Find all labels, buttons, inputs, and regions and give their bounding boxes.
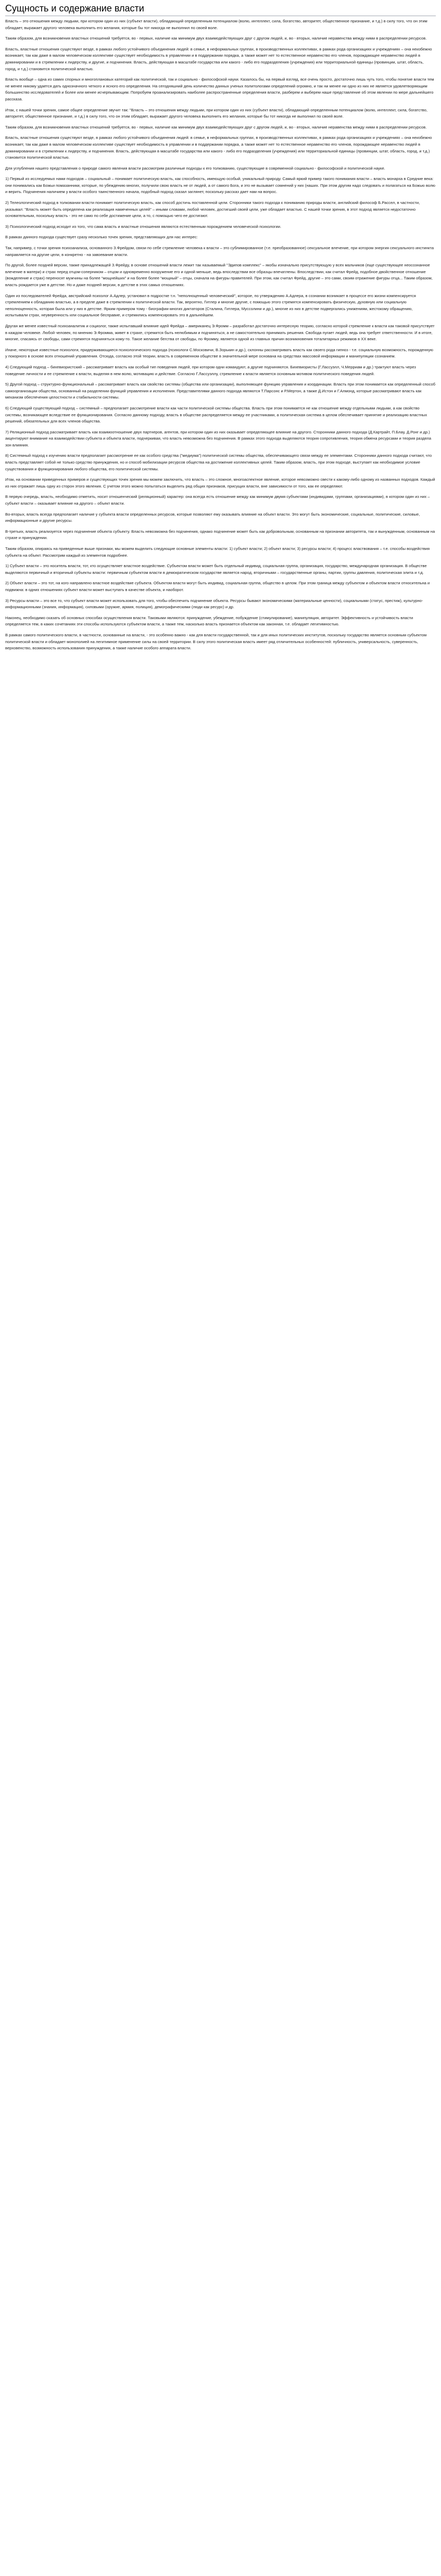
paragraph: Власть – это отношения между людьми, при котором один из них (субъект власти), обладающий определенным потенциалом (волю, интеллект, сила, богатство, авторитет, общественное признание, и т.д.) в силу того, что он этим обладает, выражает другого человека выполнить его желания, которые бы тот никогда не выполнил по своей воле. xyxy=(5,19,427,30)
paragraph: 5) Другой подход – структурно-функциональный – рассматривает власть как свойство системы (общества или организации), выполняющее функцию управления и координации. Власть при этом понимается как определенный способ самоорганизации общества, основанный на разделении функций управления и исполнения. Представителями данного подхода являются Т.Парсонс и Р.Мертон, а также Д.Истон и Г.Алмонд, которые рассматривают власть как механизм обеспечения целостности и стабильности системы. xyxy=(5,382,436,400)
paragraph: 8) Системный подход к изучению власти предполагает рассмотрение ее как особого средства ("медиума") политической системы общества, обеспечивающего связи между ее элементами. Сторонники данного подхода считают, что власть представляет собой не только средство принуждения, но и способ мобилизации ресурсов общества на достижение коллективных целей. Таким образом, власть, при этом подходе, выступает как необходимое условие существования и функционирования любого общества, его политической системы. xyxy=(5,453,432,471)
paragraph: Таким образом, для возникновения властных отношений требуется, во - первых, наличие как минимум двух взаимодействующих друг с другом людей, и, во - вторых, наличие неравенства между ними в распределении ресурсов. xyxy=(5,124,427,130)
paragraph: Таким образом, для возникновения властных отношений требуется, во - первых, наличие как минимум двух взаимодействующих друг с другом людей, и, во - вторых, наличие неравенства между ними в распределении ресурсов. xyxy=(5,36,427,41)
paragraph: Иначе, некоторые известные психологи, придерживающиеся психологического подхода (психологи С.Московичи, В.Зорькин и др.), склонны рассматривать власть как своего рода гипноз - т.е. социальную возможность, порожденную у покорного в основе всех отношений управления. Отсюда, согласно этой теории, власть в современном обществе в значительной мере основана на средствах массовой информации и манипуляции сознанием. xyxy=(5,347,433,359)
article xyxy=(0,0,441,652)
page-title: Сущность и содержание власти xyxy=(5,3,436,16)
paragraph: Во-вторых, власть всегда предполагает наличие у субъекта власти определенных ресурсов, которые позволяют ему оказывать влияние на объект власти. Это могут быть экономические, социальные, политические, силовые, информационные и другие ресурсы. xyxy=(5,511,420,523)
paragraph: 1) Первый из исследуемых нами подходов – социальный – понимает политическую власть, как способность, имеющую особый, уникальный природу. Самый яркий пример такого понимания власти – власть монарха в Средние века: они понимались как Божьи помазанники, которые, по убеждению многих, получили свою власть не от людей, а от самого Бога, и это не вызывает сомнений у них (наших. При этом другим надо следовать и полагаться на Божью волю и верить. Подчинения наличием у власти особого таинственного начала, подобный подход сказал заглянет, поскольку рассказ дает нам на вопрос. xyxy=(5,176,435,195)
paragraph: Власть, властные отношения существуют везде, в рамках любого устойчивого объединения людей: в семье, в неформальных группах, в производственных коллективах, в рамках рода организациях и учреждениях – она неизбежно возникает, так как даже в малом человеческом коллективе существует необходимость в управлении и в поддержании порядка, а также может нет то естественное неравенство его членов, порождающее неравенство людей в доминировании и в стремлении к лидерству, и другие, и подчинения. Власть, действующая в масштабе государства или какого - либо его подразделения (учреждения) или территориальной единицы (провинции, штат, область, город, и т.д.) становится политической властью. xyxy=(5,46,432,71)
paragraph: 3) Ресурсы власти – это все то, что субъект власти может использовать для того, чтобы обеспечить подчинение объекта. Ресурсы бывают экономическими (материальные ценности), социальными (статус, престиж), культурно-информационными (знания, информация), силовыми (оружие, армия, полиция), демографическими (люди как ресурс) и др. xyxy=(5,598,423,610)
paragraph: 7) Реляционный подход рассматривает власть как взаимоотношение двух партнеров, агентов, при котором один из них оказывает определяющее влияние на другого. Сторонники данного подхода (Д.Картрайт, П.Блау, Д.Ронг и др.) акцентируют внимание на взаимодействии субъекта и объекта власти, подчеркивая, что власть невозможна без подчинения. В рамках этого подхода выделяются теория сопротивления, теория обмена ресурсами и теория раздела зон влияния. xyxy=(5,429,432,447)
paragraph: 3) Психологический подход исходит из того, что сама власть и властные отношения являются естественным порождением человеческой психологии. xyxy=(5,224,282,229)
paragraph: 2) Телеологический подход в толковании власти понимает политическую власть, как способ достичь поставленной цели. Сторонники такого подхода к пониманию природы власти, английский философ Б.Рассел, в частности, указывал: "Власть может быть определена как реализация намеченных целей" – иными словами, любой человек, достигший своей цели, уже обладает властью. С нашей точки зрения, в этот подход является недостаточно основательным, поскольку власть - это не само по себе достижение цели, а то, с помощью чего ее достигают. xyxy=(5,200,420,219)
paragraph: Власть, властные отношения существуют везде, в рамках любого устойчивого объединения людей: в семье, в неформальных группах, в производственных коллективах, в рамках рода организациях и учреждениях – она неизбежно возникает, так как даже в малом человеческом коллективе существует необходимость в управлении и в поддержании порядка, а также может нет то естественное неравенство его членов, порождающее неравенство людей в доминировании и в стремлении к лидерству, и подчинения. Власть, действующая в масштабе государства или какого - либо его подразделения (учреждения) или территориальной единицы (провинции, штат, область, город, и т.д.) становится политической властью. xyxy=(5,135,432,160)
paragraph: 1) Субъект власти – это носитель власти, тот, кто осуществляет властное воздействие. Субъектом власти может быть отдельный индивид, социальная группа, организация, государство, международная организация. В обществе выделяются первичный и вторичный субъекты власти: первичным субъектом власти в демократическом государстве является народ, вторичными – государственные органы, партии, группы давления, политическая элита и т.д. xyxy=(5,563,427,575)
paragraph: 6) Следующий существующий подход – системный – предполагает рассмотрение власти как части политической системы общества. Власть при этом понимается не как отношение между отдельными людьми, а как свойство системы, возникающее вследствие ее функционирования. Согласно данному подходу, власть в обществе распределяется между ее участниками, а политическая система в целом обеспечивает принятие и реализацию властных решений, обязательных для всех членов общества. xyxy=(5,405,427,424)
paragraph: 2) Объект власти – это тот, на кого направлено властное воздействие субъекта. Объектом власти могут быть индивид, социальная группа, общество в целом. При этом граница между субъектом и объектом власти относительна и подвижна: в одних отношениях субъект власти может выступать в качестве объекта, и наоборот. xyxy=(5,581,430,592)
paragraph: Итак, с нашей точки зрения, самое общее определение звучит так: "Власть – это отношения между людьми, при котором один из них (субъект власти), обладающий определенным потенциалом (волю, интеллект, сила, богатство, авторитет, общественное признание, и т.д.) в силу того, что он этим обладает, выражает другого человека выполнить его желания, которые бы тот никогда не выполнил по своей воле. xyxy=(5,107,427,119)
paragraph: В-третьих, власть реализуется через подчинение объекта субъекту. Власть невозможна без подчинения, однако подчинение может быть как добровольным, основанным на признании авторитета, так и вынужденным, основанным на страхе и принуждении. xyxy=(5,529,435,541)
paragraph: Власть вообще – одна из самих спорных и многоплановых категорий как политической, так и социально - философской науки. Казалось бы, на первый взгляд, все очень просто, достаточно лишь чуть того, чтобы понятие власти тем не менее никому удается дать однозначного четкого и ясного его определения. На сегодняшний день количество данных ученых политологами определений огромно, и так ни менее ни одно из них не является удовлетворяющим большинство исследователей и более или менее исчерпывающим. Попробуем проанализировать наиболее распространенные определения власти, разберем и выберем наше представление об этом явлении по мере дальнейшего рассказа. xyxy=(5,77,434,101)
paragraph: В первую очередь, власть, необходимо отметить, носит отношенческий (реляционный) характер: она всегда есть отношение между как минимум двумя субъектами (индивидами, группами, организациями), в котором один из них – субъект власти – оказывает влияние на другого – объект власти. xyxy=(5,494,430,506)
paragraph: Таким образом, опираясь на приведенные выше признаки, мы можем выделить следующие основные элементы власти: 1) субъект власти; 2) объект власти; 3) ресурсы власти; 4) процесс властвования – т.е. способы воздействия субъекта на объект. Рассмотрим каждый из элементов подробнее. xyxy=(5,546,430,558)
paragraph: В рамках самого политического власти, в частности, основанные на власти, - это особенно важно - как для власти государственной, так и для иных политических институтов, поскольку государство является основным субъектом политической власти и обладает монополией на легитимное применение силы на своей территории. В силу этого политическая власть имеет ряд отличительных особенностей: публичность, универсальность, суверенность, верховенство, возможность использования принуждения, а также наличие особого аппарата власти. xyxy=(5,632,427,651)
paragraph: По другой, более поздней версии, также принадлежащей З.Фрейду, в основе отношений власти лежит так называемый "Эдипов комплекс" – якобы изначально присутствующую у всех мальчиков (еще существующее неосознанное влечение в матери) и страх перед отцом-соперником – отцом и одновременно вооружение его и одной меньше, ведь впоследствии все образцы впечатлены. Впоследствии, как считал Фрейд, подобное двойственное отношение (вожделение и страх) переносят мужчины на более “мощнейших” и на более более “мощный” – отцы, сначала на фигуры правителей. При этом, как считал Фрейд, другие – это сами, своим отражение фигуры отца... Таким образом, власть рождается уже в детстве. Но и даже поздней версии, в детстве в этих самых отношениях. xyxy=(5,263,433,287)
paragraph: Наконец, необходимо сказать об основных способах осуществления власти. Таковыми являются: принуждение, убеждение, побуждение (стимулирование), манипуляция, авторитет. Эффективность и устойчивость власти определяется тем, в каких сочетаниях эти способы используются субъектом власти, а также тем, насколько власть признается объектом как законная, т.е. обладает легитимностью. xyxy=(5,615,413,627)
paragraph: 4) Следующий подход – бихевиористский – рассматривает власть как особый тип поведения людей, при котором одни командуют, а другие подчиняются. Бихевиористы (Г.Лассуэлл, Ч.Мерриам и др.) трактуют власть через поведение личности и ее стремление к власти, выделяя в нем волю, мотивацию и действие. Согласно Г.Лассуэллу, стремление к власти является основным мотивом политического поведения людей. xyxy=(5,364,416,376)
paragraph: Один из последователей Фрейда, австрийский психолог А.Адлер, установил в подростке т.н. "неполноценный человеческий", которое, по утверждению А.Адлера, в сознании возникает в процессе его жизни компенсируется стремлением к обладанию властью, а в пределе даже в стремлении к политической власти. Так, вероятно, Гитлер и многие другие, с помощью этого стремятся компенсировать физическую, духовную или социальную неполноценность, которая была или у них в детстве. Ярким примером тому - биографии многих диктаторов (Сталина, Гитлера, Муссолини и др.), многие из них в детстве подвергались унижениям, жестокому обращению, испытывали страх, неуверенность или социальное бесправие, и стремились компенсировать это в дальнейшем. xyxy=(5,293,416,318)
paragraph: Другая же менее известный психоаналитик и социолог, также испытавший влияние идей Фрейда – американец Э.Фромм – разработал достаточно интересную теорию, согласно которой стремление к власти как таковой присутствует в каждом человеке. Любой человек, по мнению Э.Фромма, живет в страхе, стремится быть нелюбимым и подчиняться, а не самостоятельно принимать решения. Свобода пугает людей, ведь она требует ответственности. И в итоге, многие, спасаясь от свободы, сами стремятся подчиняться кому-то. Такое желание бегства от свободы, по Фромму, является одной из главных причин возникновения тоталитарных режимов в XX веке. xyxy=(5,323,435,342)
paragraph: Для углубления нашего представления о природе самого явления власти рассмотрим различные подходы к его толкованию, существующие в современной социально - философской и политической науке. xyxy=(5,165,385,171)
article-body xyxy=(5,18,436,652)
paragraph: Так, например, с точки зрения психоанализа, основанного З.Фрейдом, связи по себе стремление человека к власти – это сублимированное (т.е. преобразованное) сексуальное влечение, при котором энергия сексуального инстинкта направляется на другие цели, в конкретно - на завоевание власти. xyxy=(5,246,434,257)
paragraph: Итак, на основании приведенных примеров и существующих точек зрения мы можем заключить, что власть – это сложное, многоаспектное явление, которое невозможно свести к какому-либо одному из названных подходов. Каждый из них отражает лишь одну из сторон этого явления. С учетом этого можно попытаться выделить ряд общих признаков, присущих власти, вне зависимости от того, как ее определяют. xyxy=(5,477,435,489)
paragraph: В рамках данного подхода существует сразу несколько точек зрения, представляющих для нас интерес: xyxy=(5,235,198,240)
